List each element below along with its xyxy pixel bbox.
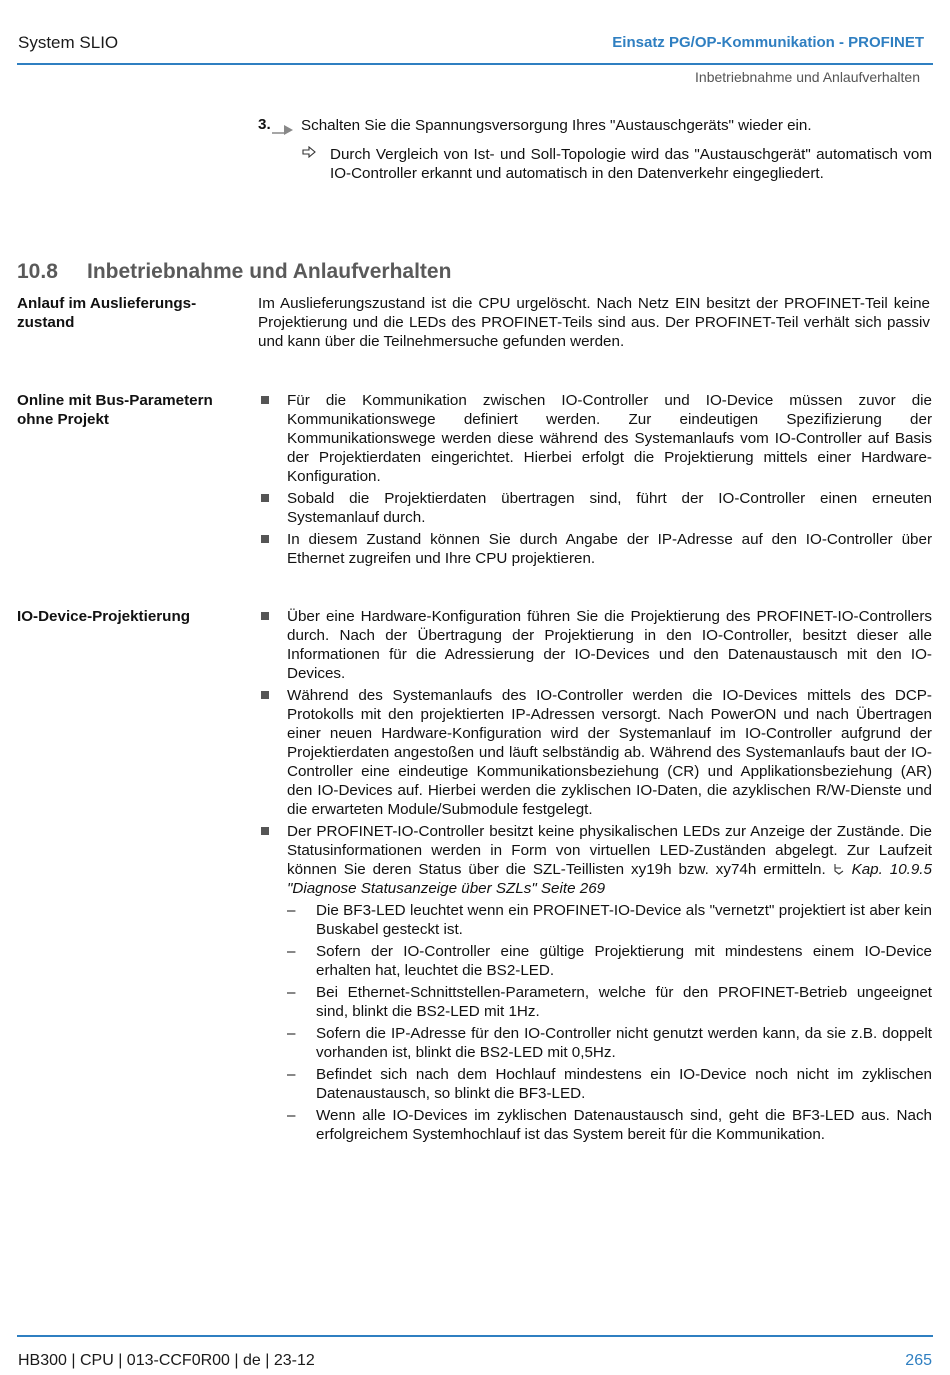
bullet-square-icon xyxy=(261,535,269,543)
cross-reference-link[interactable]: Kap. 10.9.5 "Diagnose Statusanzeige über SZLs" Seite 269 xyxy=(287,861,932,897)
sublist-item: – Befindet sich nach dem Hochlauf mindestens ein IO-Device noch nicht im zyklischen Datenaustausch, so blinkt die BF3-LED. xyxy=(287,1066,932,1102)
header-section-subtitle: Inbetriebnahme und Anlaufverhalten xyxy=(695,69,920,85)
list-item: Für die Kommunikation zwischen IO-Controller und IO-Device müssen zuvor die Kommunikationswege definiert werden. Zur eindeutigen Spezifizierung der Kommunikationswege werden diese während des Systemanlaufs vom IO-Controller auf Basis der Projektierdaten eingerichtet. Hierbei erfolgt die Projektierung mittels einer Hardware-Konfiguration. xyxy=(258,391,932,486)
iodevice-list xyxy=(258,607,932,1147)
footer-document-info: HB300 | CPU | 013-CCF0R00 | de | 23-12 xyxy=(18,1352,315,1369)
online-list xyxy=(258,391,932,571)
section-heading xyxy=(17,260,451,284)
list-item: Während des Systemanlaufs des IO-Controller werden die IO-Devices mittels des DCP-Protokolls mit den projektierten IP-Adressen versorgt. Nach PowerON und nach Übertragen einer neuen Hardware-Konfiguration wird der Systemanlauf im IO-Controller aufgrund der Projektierdaten angestoßen und läuft selbständig ab. Während des Systemanlaufs baut der IO-Controller eine eindeutige Kommunikationsbeziehung (CR) und Applikationsbeziehung (AR) den IO-Devices auf. Hierbei werden die zyklischen IO-Daten, die azyklischen R/W-Dienste und die erwarteten Module/Submodule festgelegt. xyxy=(258,686,932,819)
section-number: 10.8 xyxy=(17,260,58,283)
bullet-square-icon xyxy=(261,494,269,502)
side-label-iodevice: IO-Device-Projektierung xyxy=(17,608,191,625)
page-number: 265 xyxy=(905,1352,932,1369)
step-instruction: Schalten Sie die Spannungsversorgung Ihres "Austauschgeräts" wieder ein. xyxy=(301,117,812,134)
sublist-item: – Bei Ethernet-Schnittstellen-Parametern, welche für den PROFINET-Betrieb ungeeignet sind, blinkt die BS2-LED mit 1Hz. xyxy=(287,984,932,1020)
header-chapter-title: Einsatz PG/OP-Kommunikation - PROFINET xyxy=(612,34,924,51)
sublist-item: – Sofern die IP-Adresse für den IO-Controller nicht genutzt werden kann, da sie z.B. doppelt vorhanden ist, blinkt die BS2-LED mit 0,5Hz. xyxy=(287,1025,932,1061)
header-divider xyxy=(17,63,933,65)
step-arrow-icon xyxy=(272,123,294,135)
sublist-item: – Sofern der IO-Controller eine gültige Projektierung mit mindestens einem IO-Device erhalten hat, leuchtet die BS2-LED. xyxy=(287,943,932,979)
side-label-online: Online mit Bus-Parametern ohne Projekt xyxy=(17,392,213,428)
led-sublist xyxy=(287,901,932,1144)
bullet-square-icon xyxy=(261,691,269,699)
header-product-name: System SLIO xyxy=(18,33,119,52)
list-item: In diesem Zustand können Sie durch Angabe der IP-Adresse auf den IO-Controller über Ethernet zugreifen und Ihre CPU projektieren. xyxy=(258,530,932,568)
delivery-paragraph: Im Auslieferungszustand ist die CPU urgelöscht. Nach Netz EIN besitzt der PROFINET-Teil keine Projektierung und die LEDs des PROFINET-Teils sind aus. Der PROFINET-Teil verhält sich passiv und kann über die Teilnehmersuche gefunden werden. xyxy=(258,295,930,350)
section-title: Inbetriebnahme und Anlaufverhalten xyxy=(87,260,452,283)
sublist-item: – Wenn alle IO-Devices im zyklischen Datenaustausch sind, geht die BF3-LED aus. Nach erfolgreichem Systemhochlauf ist das System bereit für die Kommunikation. xyxy=(287,1107,932,1143)
bullet-square-icon xyxy=(261,396,269,404)
step-number: 3. xyxy=(258,116,271,133)
reference-hand-icon xyxy=(833,863,845,875)
bullet-square-icon xyxy=(261,612,269,620)
list-item: Der PROFINET-IO-Controller besitzt keine physikalischen LEDs zur Anzeige der Zustände. Die Statusinformationen werden in Form von virtuellen LED-Zuständen abgelegt. Zur Laufzeit können Sie deren Status über die SZL-Teillisten xy19h bzw. xy74h ermitteln. Kap. 10.9.5 "Diagnose Statusanzeige über SZLs" Seite 269 – Die BF3-LED leuchtet wenn ein PROFINET-IO-Device als "vernetzt" projektiert ist aber kein Buskabel gesteckt ist. – Sofern der IO-Controller eine gültige Projektierung mit mindestens einem IO-Device erhalten hat, leuchtet die BS2-LED. – Bei Ethernet-Schnittstellen-Parametern, welche für den PROFINET-Betrieb ungeeignet sind, blinkt die BS2-LED mit 1Hz. – Sofern die IP-Adresse für den IO-Controller nicht genutzt werden kann, da sie z.B. doppelt vorhanden ist, blinkt die BS2-LED mit 0,5Hz. – Befindet sich nach dem Hochlauf mindestens ein IO-Device noch nicht im zyklischen Datenaustausch, so blinkt die BF3-LED. – Wenn alle IO-Devices im zyklischen Datenaustausch sind, geht die BF3-LED aus. Nach erfolgreichem Systemhochlauf ist das System bereit für die Kommunikation. xyxy=(258,822,932,1144)
list-item: Sobald die Projektierdaten übertragen sind, führt der IO-Controller einen erneuten Systemanlauf durch. xyxy=(258,489,932,527)
list-item: Über eine Hardware-Konfiguration führen Sie die Projektierung des PROFINET-IO-Controllers durch. Nach der Übertragung der Projektierung in den IO-Controller, besitzt dieser alle Informationen für die Adressierung der IO-Devices und den Datenaustausch mit den IO-Devices. xyxy=(258,607,932,683)
step-result: Durch Vergleich von Ist- und Soll-Topologie wird das "Austauschgerät" automatisch vom IO-Controller erkannt und automatisch in den Datenverkehr eingegliedert. xyxy=(330,146,932,182)
bullet-square-icon xyxy=(261,827,269,835)
sublist-item: – Die BF3-LED leuchtet wenn ein PROFINET-IO-Device als "vernetzt" projektiert ist aber kein Buskabel gesteckt ist. xyxy=(287,902,932,938)
result-arrow-icon xyxy=(302,146,316,158)
side-label-delivery: Anlauf im Auslieferungszustand xyxy=(17,295,197,331)
footer-divider xyxy=(17,1335,933,1337)
